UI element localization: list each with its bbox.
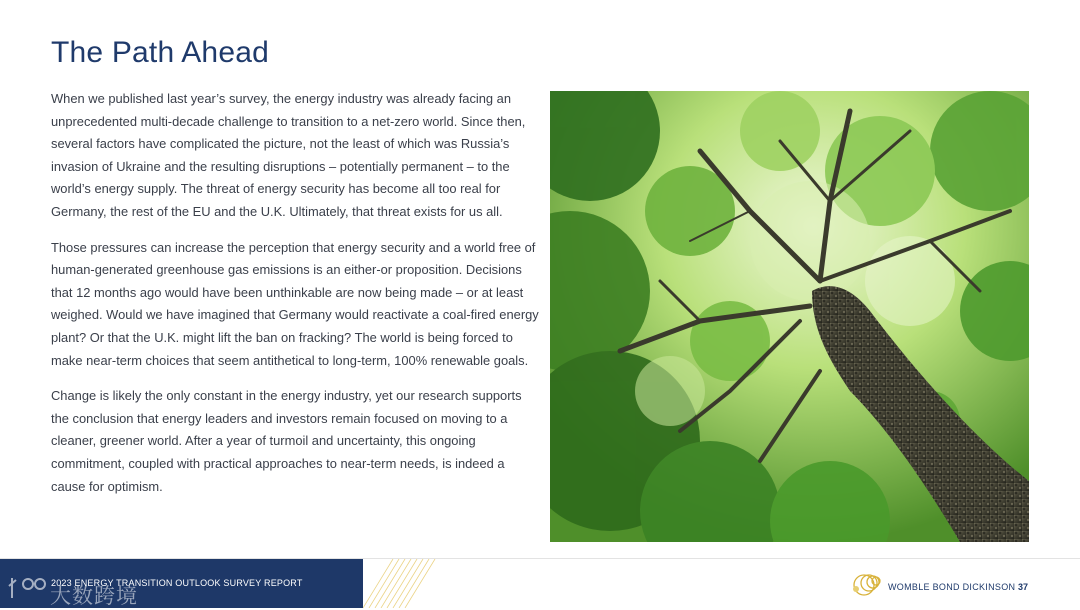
brand-name: WOMBLE BOND DICKINSON [888, 582, 1016, 592]
paragraph-1: When we published last year’s survey, the energy industry was already facing an unprecedented multi-decade challenge to transition to a net-zero world. Since then, several factors have complicated the picture, not the least of which was Russia’s invasion of Ukraine and the resulting disruptions – potentially permanent – to the world’s energy supply. The threat of energy security has become all too real for Germany, the rest of the EU and the U.K. Ultimately, that threat exists for us all. [51, 91, 526, 219]
report-title: 2023 ENERGY TRANSITION OUTLOOK SURVEY REPORT [51, 578, 303, 588]
footer-pattern-graphic [363, 559, 443, 608]
page-number: 37 [1018, 582, 1029, 592]
body-text [51, 88, 541, 511]
page-title: The Path Ahead [51, 36, 269, 69]
watermark-text: 大数跨境 [50, 584, 138, 608]
tree-photo [550, 91, 1029, 542]
paragraph-3: Change is likely the only constant in the energy industry, yet our research supports the conclusion that energy leaders and investors remain focused on moving to a cleaner, greener world. After a year of turmoil and uncertainty, this ongoing commitment, coupled with practical approaches to near-term needs, is indeed a cause for optimism. [51, 388, 522, 494]
paragraph-2: Those pressures can increase the perception that energy security and a world free of human-generated greenhouse gas emissions is an either-or proposition. Decisions that 12 months ago would have been unthinkable are now being made – or at least weighed. Would we have imagined that Germany would reactivate a coal-fired energy plant? Or that the U.K. might lift the ban on fracking? The world is being forced to make near-term choices that seem antithetical to long-term, 100% renewable goals. [51, 239, 539, 368]
brand-logo-icon [846, 571, 886, 597]
